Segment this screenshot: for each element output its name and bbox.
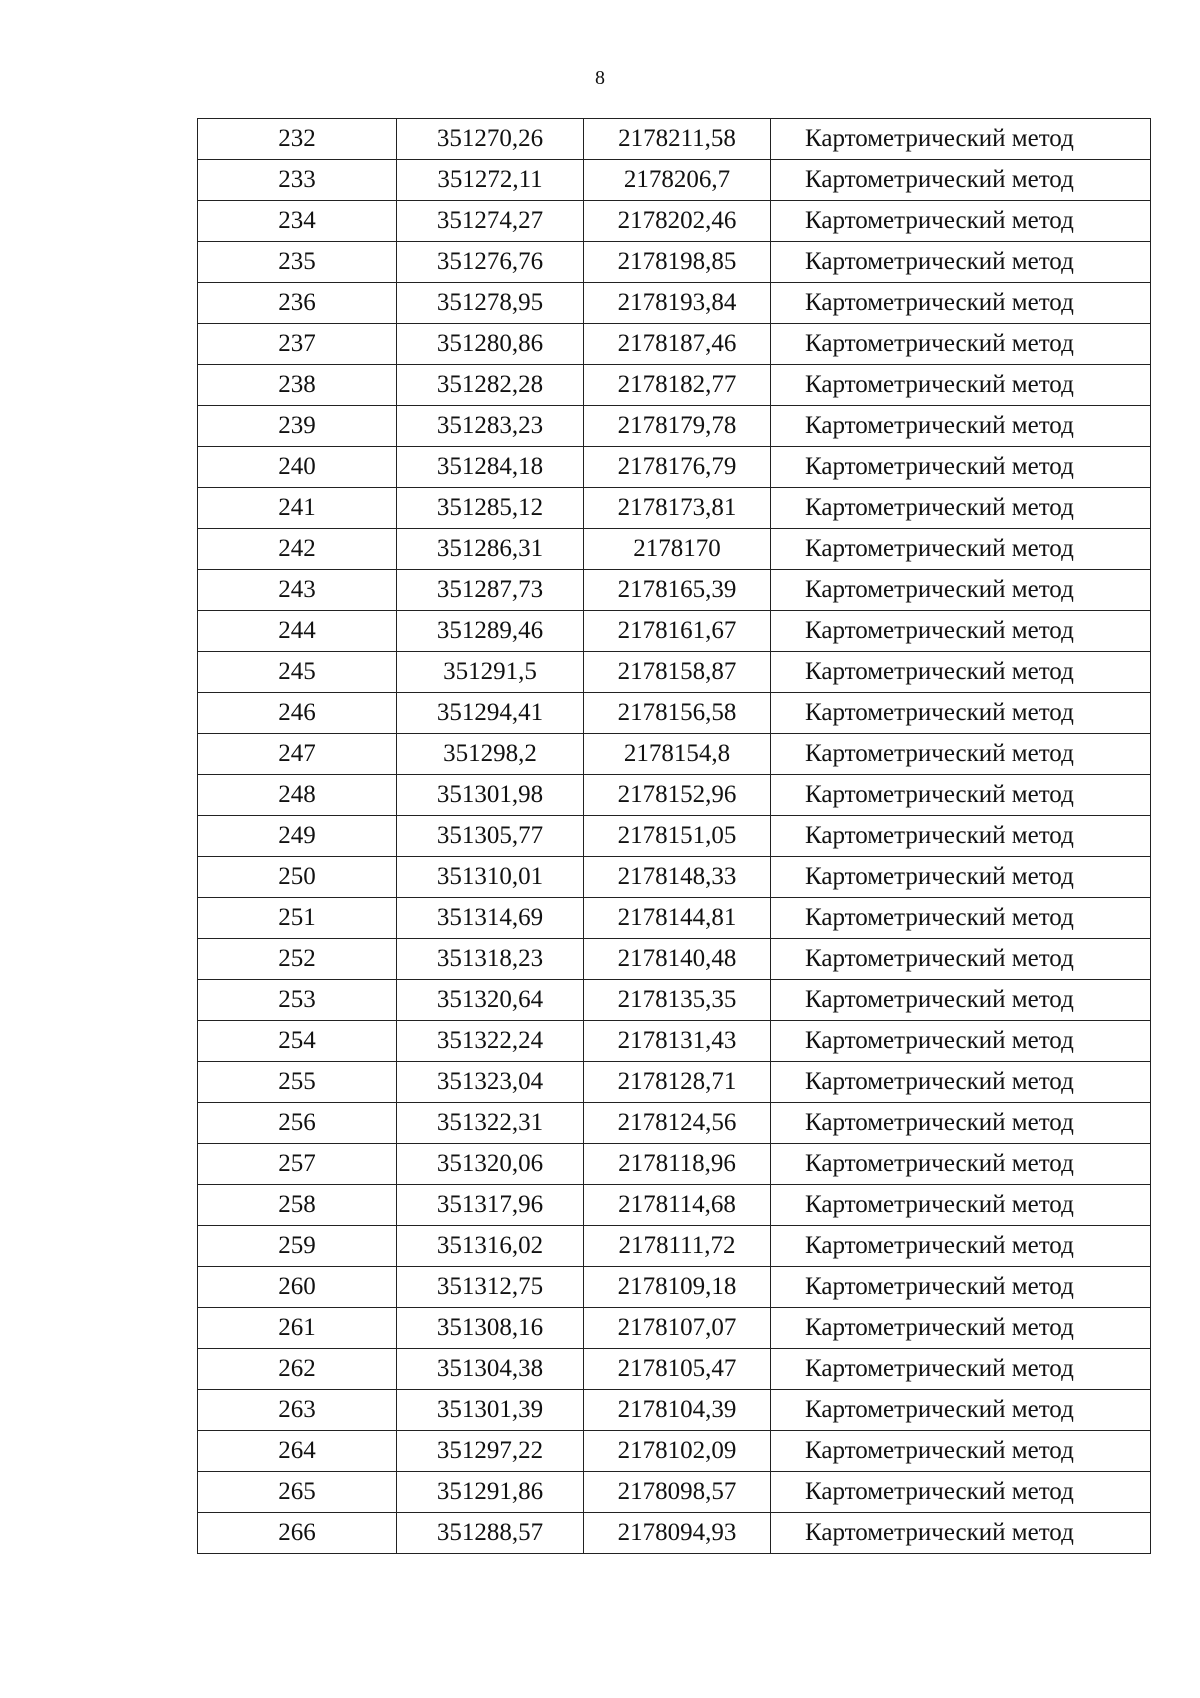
point-number-cell: 260 xyxy=(198,1267,397,1308)
method-cell: Картометрический метод xyxy=(771,1472,1151,1513)
x-coordinate-cell: 351320,64 xyxy=(397,980,584,1021)
point-number-cell: 258 xyxy=(198,1185,397,1226)
method-cell: Картометрический метод xyxy=(771,1390,1151,1431)
y-coordinate-cell: 2178176,79 xyxy=(584,447,771,488)
method-cell: Картометрический метод xyxy=(771,734,1151,775)
x-coordinate-cell: 351316,02 xyxy=(397,1226,584,1267)
point-number-cell: 261 xyxy=(198,1308,397,1349)
method-cell: Картометрический метод xyxy=(771,1226,1151,1267)
table-row xyxy=(198,488,1151,529)
x-coordinate-cell: 351308,16 xyxy=(397,1308,584,1349)
method-cell: Картометрический метод xyxy=(771,611,1151,652)
y-coordinate-cell: 2178128,71 xyxy=(584,1062,771,1103)
point-number-cell: 247 xyxy=(198,734,397,775)
point-number-cell: 248 xyxy=(198,775,397,816)
y-coordinate-cell: 2178098,57 xyxy=(584,1472,771,1513)
y-coordinate-cell: 2178144,81 xyxy=(584,898,771,939)
point-number-cell: 234 xyxy=(198,201,397,242)
y-coordinate-cell: 2178135,35 xyxy=(584,980,771,1021)
x-coordinate-cell: 351287,73 xyxy=(397,570,584,611)
point-number-cell: 241 xyxy=(198,488,397,529)
y-coordinate-cell: 2178158,87 xyxy=(584,652,771,693)
x-coordinate-cell: 351286,31 xyxy=(397,529,584,570)
y-coordinate-cell: 2178187,46 xyxy=(584,324,771,365)
page-number: 8 xyxy=(595,67,605,89)
x-coordinate-cell: 351298,2 xyxy=(397,734,584,775)
y-coordinate-cell: 2178104,39 xyxy=(584,1390,771,1431)
y-coordinate-cell: 2178173,81 xyxy=(584,488,771,529)
method-cell: Картометрический метод xyxy=(771,939,1151,980)
table-row xyxy=(198,1513,1151,1554)
method-cell: Картометрический метод xyxy=(771,365,1151,406)
table-row xyxy=(198,447,1151,488)
point-number-cell: 264 xyxy=(198,1431,397,1472)
point-number-cell: 265 xyxy=(198,1472,397,1513)
table-row xyxy=(198,283,1151,324)
point-number-cell: 243 xyxy=(198,570,397,611)
y-coordinate-cell: 2178198,85 xyxy=(584,242,771,283)
y-coordinate-cell: 2178156,58 xyxy=(584,693,771,734)
point-number-cell: 256 xyxy=(198,1103,397,1144)
x-coordinate-cell: 351294,41 xyxy=(397,693,584,734)
x-coordinate-cell: 351270,26 xyxy=(397,119,584,160)
method-cell: Картометрический метод xyxy=(771,119,1151,160)
point-number-cell: 245 xyxy=(198,652,397,693)
table-row xyxy=(198,1390,1151,1431)
y-coordinate-cell: 2178124,56 xyxy=(584,1103,771,1144)
table-row xyxy=(198,1021,1151,1062)
method-cell: Картометрический метод xyxy=(771,529,1151,570)
method-cell: Картометрический метод xyxy=(771,488,1151,529)
table-row xyxy=(198,1062,1151,1103)
table-row xyxy=(198,529,1151,570)
method-cell: Картометрический метод xyxy=(771,1513,1151,1554)
table-row xyxy=(198,775,1151,816)
y-coordinate-cell: 2178161,67 xyxy=(584,611,771,652)
point-number-cell: 242 xyxy=(198,529,397,570)
method-cell: Картометрический метод xyxy=(771,324,1151,365)
y-coordinate-cell: 2178182,77 xyxy=(584,365,771,406)
y-coordinate-cell: 2178154,8 xyxy=(584,734,771,775)
y-coordinate-cell: 2178102,09 xyxy=(584,1431,771,1472)
point-number-cell: 240 xyxy=(198,447,397,488)
method-cell: Картометрический метод xyxy=(771,1144,1151,1185)
x-coordinate-cell: 351289,46 xyxy=(397,611,584,652)
x-coordinate-cell: 351317,96 xyxy=(397,1185,584,1226)
table-row xyxy=(198,1308,1151,1349)
y-coordinate-cell: 2178094,93 xyxy=(584,1513,771,1554)
method-cell: Картометрический метод xyxy=(771,201,1151,242)
x-coordinate-cell: 351288,57 xyxy=(397,1513,584,1554)
x-coordinate-cell: 351297,22 xyxy=(397,1431,584,1472)
point-number-cell: 239 xyxy=(198,406,397,447)
x-coordinate-cell: 351322,24 xyxy=(397,1021,584,1062)
coordinates-table xyxy=(197,118,1151,1554)
point-number-cell: 249 xyxy=(198,816,397,857)
x-coordinate-cell: 351305,77 xyxy=(397,816,584,857)
point-number-cell: 233 xyxy=(198,160,397,201)
method-cell: Картометрический метод xyxy=(771,570,1151,611)
y-coordinate-cell: 2178114,68 xyxy=(584,1185,771,1226)
y-coordinate-cell: 2178111,72 xyxy=(584,1226,771,1267)
method-cell: Картометрический метод xyxy=(771,1185,1151,1226)
table-row xyxy=(198,1267,1151,1308)
coordinates-table-body xyxy=(198,119,1151,1554)
table-row xyxy=(198,570,1151,611)
y-coordinate-cell: 2178179,78 xyxy=(584,406,771,447)
method-cell: Картометрический метод xyxy=(771,775,1151,816)
y-coordinate-cell: 2178193,84 xyxy=(584,283,771,324)
method-cell: Картометрический метод xyxy=(771,816,1151,857)
point-number-cell: 252 xyxy=(198,939,397,980)
x-coordinate-cell: 351322,31 xyxy=(397,1103,584,1144)
table-row xyxy=(198,1431,1151,1472)
x-coordinate-cell: 351276,76 xyxy=(397,242,584,283)
x-coordinate-cell: 351314,69 xyxy=(397,898,584,939)
table-row xyxy=(198,406,1151,447)
y-coordinate-cell: 2178211,58 xyxy=(584,119,771,160)
method-cell: Картометрический метод xyxy=(771,1431,1151,1472)
method-cell: Картометрический метод xyxy=(771,283,1151,324)
x-coordinate-cell: 351274,27 xyxy=(397,201,584,242)
x-coordinate-cell: 351272,11 xyxy=(397,160,584,201)
method-cell: Картометрический метод xyxy=(771,980,1151,1021)
point-number-cell: 250 xyxy=(198,857,397,898)
table-row xyxy=(198,242,1151,283)
x-coordinate-cell: 351291,86 xyxy=(397,1472,584,1513)
table-row xyxy=(198,734,1151,775)
x-coordinate-cell: 351280,86 xyxy=(397,324,584,365)
method-cell: Картометрический метод xyxy=(771,693,1151,734)
table-row xyxy=(198,201,1151,242)
point-number-cell: 254 xyxy=(198,1021,397,1062)
point-number-cell: 253 xyxy=(198,980,397,1021)
table-row xyxy=(198,980,1151,1021)
method-cell: Картометрический метод xyxy=(771,1103,1151,1144)
method-cell: Картометрический метод xyxy=(771,857,1151,898)
method-cell: Картометрический метод xyxy=(771,898,1151,939)
y-coordinate-cell: 2178118,96 xyxy=(584,1144,771,1185)
point-number-cell: 259 xyxy=(198,1226,397,1267)
x-coordinate-cell: 351284,18 xyxy=(397,447,584,488)
point-number-cell: 257 xyxy=(198,1144,397,1185)
y-coordinate-cell: 2178140,48 xyxy=(584,939,771,980)
x-coordinate-cell: 351291,5 xyxy=(397,652,584,693)
table-row xyxy=(198,857,1151,898)
method-cell: Картометрический метод xyxy=(771,1267,1151,1308)
point-number-cell: 262 xyxy=(198,1349,397,1390)
table-row xyxy=(198,693,1151,734)
method-cell: Картометрический метод xyxy=(771,406,1151,447)
table-row xyxy=(198,1226,1151,1267)
point-number-cell: 251 xyxy=(198,898,397,939)
x-coordinate-cell: 351282,28 xyxy=(397,365,584,406)
y-coordinate-cell: 2178107,07 xyxy=(584,1308,771,1349)
y-coordinate-cell: 2178206,7 xyxy=(584,160,771,201)
point-number-cell: 255 xyxy=(198,1062,397,1103)
y-coordinate-cell: 2178148,33 xyxy=(584,857,771,898)
method-cell: Картометрический метод xyxy=(771,447,1151,488)
table-row xyxy=(198,1144,1151,1185)
method-cell: Картометрический метод xyxy=(771,1062,1151,1103)
y-coordinate-cell: 2178202,46 xyxy=(584,201,771,242)
table-row xyxy=(198,898,1151,939)
x-coordinate-cell: 351301,39 xyxy=(397,1390,584,1431)
method-cell: Картометрический метод xyxy=(771,1021,1151,1062)
x-coordinate-cell: 351323,04 xyxy=(397,1062,584,1103)
table-row xyxy=(198,160,1151,201)
method-cell: Картометрический метод xyxy=(771,652,1151,693)
x-coordinate-cell: 351304,38 xyxy=(397,1349,584,1390)
table-row xyxy=(198,365,1151,406)
point-number-cell: 235 xyxy=(198,242,397,283)
table-row xyxy=(198,119,1151,160)
x-coordinate-cell: 351278,95 xyxy=(397,283,584,324)
table-row xyxy=(198,1185,1151,1226)
method-cell: Картометрический метод xyxy=(771,242,1151,283)
y-coordinate-cell: 2178109,18 xyxy=(584,1267,771,1308)
table-row xyxy=(198,611,1151,652)
y-coordinate-cell: 2178152,96 xyxy=(584,775,771,816)
y-coordinate-cell: 2178165,39 xyxy=(584,570,771,611)
x-coordinate-cell: 351312,75 xyxy=(397,1267,584,1308)
point-number-cell: 244 xyxy=(198,611,397,652)
table-row xyxy=(198,1472,1151,1513)
table-row xyxy=(198,652,1151,693)
point-number-cell: 232 xyxy=(198,119,397,160)
x-coordinate-cell: 351285,12 xyxy=(397,488,584,529)
y-coordinate-cell: 2178105,47 xyxy=(584,1349,771,1390)
x-coordinate-cell: 351318,23 xyxy=(397,939,584,980)
point-number-cell: 266 xyxy=(198,1513,397,1554)
table-row xyxy=(198,324,1151,365)
y-coordinate-cell: 2178151,05 xyxy=(584,816,771,857)
point-number-cell: 237 xyxy=(198,324,397,365)
table-row xyxy=(198,816,1151,857)
table-row xyxy=(198,1349,1151,1390)
x-coordinate-cell: 351283,23 xyxy=(397,406,584,447)
method-cell: Картометрический метод xyxy=(771,1349,1151,1390)
y-coordinate-cell: 2178131,43 xyxy=(584,1021,771,1062)
method-cell: Картометрический метод xyxy=(771,160,1151,201)
x-coordinate-cell: 351320,06 xyxy=(397,1144,584,1185)
table-row xyxy=(198,939,1151,980)
y-coordinate-cell: 2178170 xyxy=(584,529,771,570)
x-coordinate-cell: 351310,01 xyxy=(397,857,584,898)
table-row xyxy=(198,1103,1151,1144)
point-number-cell: 246 xyxy=(198,693,397,734)
x-coordinate-cell: 351301,98 xyxy=(397,775,584,816)
point-number-cell: 263 xyxy=(198,1390,397,1431)
point-number-cell: 238 xyxy=(198,365,397,406)
method-cell: Картометрический метод xyxy=(771,1308,1151,1349)
point-number-cell: 236 xyxy=(198,283,397,324)
